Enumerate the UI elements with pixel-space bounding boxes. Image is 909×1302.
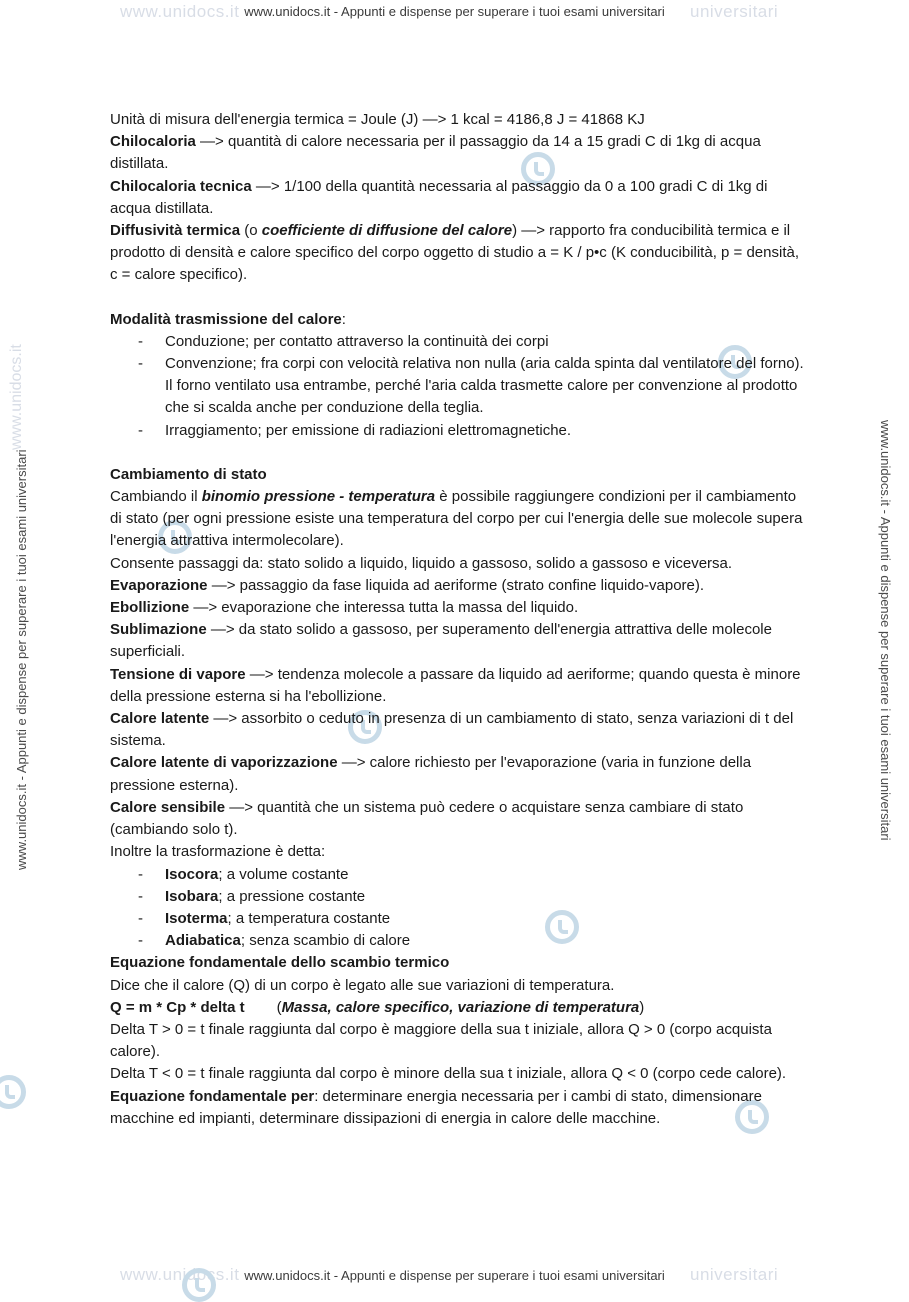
term-coefficiente-diffusione: coefficiente di diffusione del calore bbox=[261, 222, 513, 240]
paragraph-calore-sensibile bbox=[110, 797, 810, 841]
heading-cambiamento bbox=[110, 464, 810, 486]
def-chilocaloria: —> quantità di calore necessaria per il passaggio da 14 a 15 gradi C di 1kg di acqua distillata. bbox=[110, 133, 761, 173]
watermark-ghost-bottom-end: universitari bbox=[690, 1265, 779, 1284]
paragraph-equazione-desc: Dice che il calore (Q) di un corpo è legato alle sue variazioni di temperatura. bbox=[110, 976, 615, 994]
paragraph-sublimazione bbox=[110, 619, 810, 663]
paragraph-diffusivita bbox=[110, 220, 810, 287]
paragraph-delta-negativo bbox=[110, 1063, 810, 1130]
heading-modalita-colon: : bbox=[341, 310, 346, 328]
watermark-bottom: www.unidocs.it - Appunti e dispense per superare i tuoi esami universitari bbox=[244, 1268, 665, 1283]
watermark-top: www.unidocs.it - Appunti e dispense per superare i tuoi esami universitari bbox=[244, 4, 665, 19]
watermark-ghost-left: www.unidocs.it bbox=[8, 344, 25, 450]
watermark-logo-icon bbox=[0, 1075, 26, 1109]
heading-equazione bbox=[110, 952, 810, 974]
term-ebollizione: Ebollizione bbox=[110, 599, 190, 617]
watermark-left: www.unidocs.it - Appunti e dispense per superare i tuoi esami universitari bbox=[14, 449, 29, 870]
watermark-ghost-top: www.unidocs.it bbox=[120, 2, 240, 21]
def-tensione: —> tendenza molecole a passare da liquido ad aeriforme; quando questa è minore della pressione esterna si ha l'ebollizione. bbox=[110, 665, 801, 705]
heading-modalita-text: Modalità trasmissione del calore bbox=[110, 310, 342, 328]
term-isobara: Isobara bbox=[165, 887, 219, 905]
list-item bbox=[110, 864, 810, 886]
def-adiabatica: ; senza scambio di calore bbox=[240, 932, 411, 950]
term-adiabatica: Adiabatica bbox=[165, 932, 241, 950]
paragraph-calore-latente-vap bbox=[110, 752, 810, 796]
paragraph-calore-latente bbox=[110, 708, 810, 752]
def-isoterma: ; a temperatura costante bbox=[227, 909, 391, 927]
formula: Q = m * Cp * delta t bbox=[110, 998, 245, 1016]
list-item: - Convenzione; fra corpi con velocità relativa non nulla (aria calda spinta dal ventilatore del forno). Il forno ventilato usa entrambe, perché l'aria calda trasmette calore per convenzione al prodotto che si scalda anche per conduzione della teglia. bbox=[110, 353, 810, 420]
def-calore-latente-vap: —> calore richiesto per l'evaporazione (varia in funzione della pressione esterna). bbox=[110, 754, 752, 794]
term-diffusivita: Diffusività termica bbox=[110, 222, 241, 240]
paragraph-delta-positivo: Delta T > 0 = t finale raggiunta dal corpo è maggiore della sua t iniziale, allora Q > 0 (corpo acquista calore). bbox=[110, 1020, 772, 1061]
term-chilocaloria: Chilocaloria bbox=[110, 133, 196, 151]
def-evaporazione: —> passaggio da fase liquida ad aeriforme (strato confine liquido-vapore). bbox=[207, 576, 705, 594]
term-calore-latente-vap: Calore latente di vaporizzazione bbox=[110, 754, 338, 772]
watermark-ghost-bottom: www.unidocs.it bbox=[120, 1265, 240, 1284]
formula-note-close: ) bbox=[639, 998, 645, 1016]
term-evaporazione: Evaporazione bbox=[110, 576, 208, 594]
list-item bbox=[110, 908, 810, 930]
watermark-right: www.unidocs.it - Appunti e dispense per superare i tuoi esami universitari bbox=[878, 420, 893, 841]
list-trasformazione bbox=[110, 864, 810, 953]
list-item: - Conduzione; per contatto attraverso la continuità dei corpi bbox=[110, 331, 810, 353]
def-isobara: ; a pressione costante bbox=[218, 887, 366, 905]
def-chilocaloria-tecnica: —> 1/100 della quantità necessaria al passaggio da 0 a 100 gradi C di 1kg di acqua distillata. bbox=[110, 177, 768, 217]
document-body bbox=[110, 109, 810, 1130]
diffusivita-pre: (o bbox=[240, 222, 262, 240]
watermark-ghost-top-end: universitari bbox=[690, 2, 779, 21]
term-calore-latente: Calore latente bbox=[110, 710, 210, 728]
paragraph-chilocaloria bbox=[110, 131, 810, 175]
paragraph-formula bbox=[110, 997, 810, 1019]
heading-modalita bbox=[110, 309, 810, 331]
list-item: - Irraggiamento; per emissione di radiazioni elettromagnetiche. bbox=[110, 420, 810, 442]
paragraph-evaporazione bbox=[110, 575, 810, 597]
list-item bbox=[110, 886, 810, 908]
paragraph-chilocaloria-tecnica bbox=[110, 176, 810, 220]
formula-note: Massa, calore specifico, variazione di temperatura bbox=[281, 998, 640, 1016]
delta-negativo-text: Delta T < 0 = t finale raggiunta dal corpo è minore della sua t iniziale, allora Q < 0 (corpo cede calore). bbox=[110, 1065, 787, 1083]
paragraph-trasformazione: Inoltre la trasformazione è detta: bbox=[110, 843, 326, 861]
term-tensione: Tensione di vapore bbox=[110, 665, 246, 683]
term-chilocaloria-tecnica: Chilocaloria tecnica bbox=[110, 177, 252, 195]
term-sublimazione: Sublimazione bbox=[110, 621, 207, 639]
term-binomio: binomio pressione - temperatura bbox=[201, 488, 436, 506]
cambiamento-post: è possibile raggiungere condizioni per il cambiamento di stato (per ogni pressione esiste una temperatura del corpo per cui l'energia delle sue molecole supera l'energia attrattiva intermolecolare). bbox=[110, 488, 803, 550]
def-equazione-per: : determinare energia necessaria per i cambi di stato, dimensionare macchine ed impianti, determinare dissipazioni di energia in calore delle macchine. bbox=[110, 1087, 762, 1127]
list-item bbox=[110, 930, 810, 952]
def-isocora: ; a volume costante bbox=[218, 865, 349, 883]
list-modalita bbox=[110, 331, 810, 442]
term-isocora: Isocora bbox=[165, 865, 219, 883]
def-calore-latente: —> assorbito o ceduto in presenza di un cambiamento di stato, senza variazioni di t del sistema. bbox=[110, 710, 794, 750]
def-sublimazione: —> da stato solido a gassoso, per superamento dell'energia attrattiva delle molecole superficiali. bbox=[110, 621, 772, 661]
heading-cambiamento-text: Cambiamento di stato bbox=[110, 465, 267, 483]
paragraph-ebollizione bbox=[110, 597, 810, 619]
def-diffusivita: ) —> rapporto fra conducibilità termica e il prodotto di densità e calore specifico del corpo oggetto di studio a = K / p•c (K conducibilità, p = densità, c = calore specifico). bbox=[110, 222, 800, 284]
spacer bbox=[110, 442, 810, 464]
heading-equazione-text: Equazione fondamentale dello scambio termico bbox=[110, 954, 450, 972]
def-calore-sensibile: —> quantità che un sistema può cedere o acquistare senza cambiare di stato (cambiando solo t). bbox=[110, 798, 744, 839]
def-ebollizione: —> evaporazione che interessa tutta la massa del liquido. bbox=[189, 599, 579, 617]
spacer bbox=[110, 287, 810, 309]
cambiamento-pre: Cambiando il bbox=[110, 488, 202, 506]
term-calore-sensibile: Calore sensibile bbox=[110, 798, 226, 816]
paragraph-unita: Unità di misura dell'energia termica = Joule (J) —> 1 kcal = 4186,8 J = 41868 KJ bbox=[110, 111, 645, 128]
term-equazione-per: Equazione fondamentale per bbox=[110, 1087, 315, 1105]
formula-note-open: ( bbox=[276, 998, 282, 1016]
paragraph-cambiamento bbox=[110, 486, 810, 553]
paragraph-tensione bbox=[110, 664, 810, 708]
term-isoterma: Isoterma bbox=[165, 909, 228, 927]
watermark-logo-icon bbox=[182, 1268, 216, 1302]
paragraph-passaggi: Consente passaggi da: stato solido a liquido, liquido a gassoso, solido a gassoso e viceversa. bbox=[110, 554, 733, 572]
